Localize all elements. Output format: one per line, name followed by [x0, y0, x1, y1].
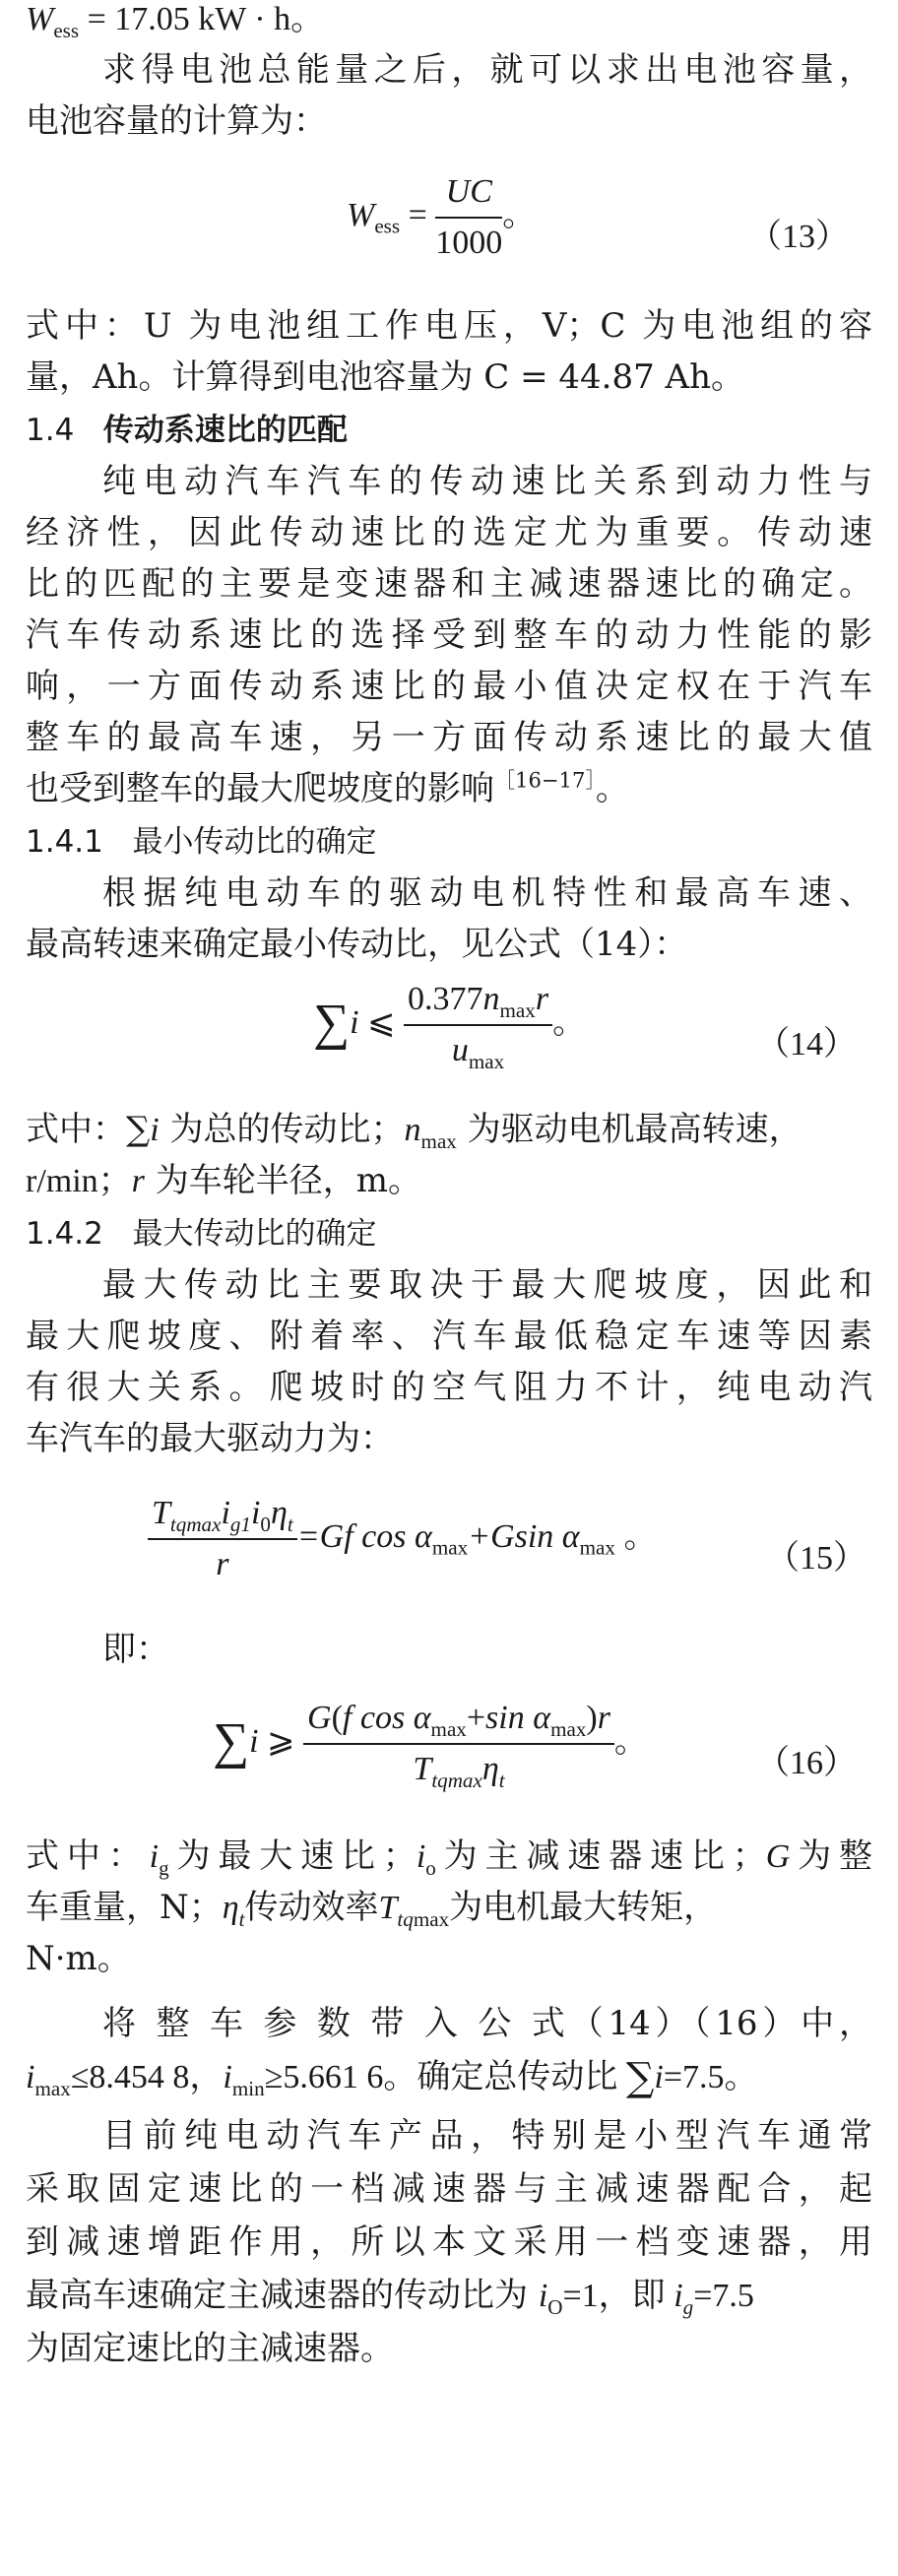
paragraph-line: 量，Ah。计算得到电池容量为 C = 44.87 Ah。	[26, 357, 744, 397]
a2-sub: max	[550, 1716, 587, 1741]
eq14-fraction	[404, 975, 552, 1075]
G: G	[765, 1838, 791, 1875]
eq16-denominator	[303, 1745, 614, 1794]
paragraph-line	[26, 1832, 872, 1882]
paragraph-line: 到减速增距作用，所以本文采用一档变速器，用	[26, 2222, 872, 2262]
eq15-rhs1: =Gf cos α	[296, 1517, 432, 1555]
eta: η	[222, 1890, 239, 1926]
paragraph-line: 根据纯电动车的驱动电机特性和最高车速、	[102, 873, 872, 913]
paragraph-line	[26, 1156, 421, 1206]
t: 传动效率	[244, 1888, 379, 1927]
a1-sub: max	[430, 1716, 467, 1741]
n: n	[482, 981, 500, 1017]
paragraph-line: 整车的最高车速，另一方面传动系速比的最大值	[26, 718, 872, 757]
a1-sub: max	[431, 1535, 469, 1560]
heading-title: 最大传动比的确定	[132, 1216, 377, 1252]
eq16-relation: ⩾	[267, 1722, 295, 1760]
eq13-fraction	[435, 167, 502, 268]
paragraph-line: 最大传动比主要取决于最大爬坡度，因此和	[102, 1265, 872, 1305]
eq14-i: i	[350, 1003, 359, 1041]
ig-sub: g1	[229, 1512, 251, 1536]
eta: η	[481, 1751, 499, 1787]
equation-14	[313, 975, 586, 1075]
t: 为电机最大转矩，	[449, 1888, 718, 1927]
paragraph-line: 有很大关系。爬坡时的空气阻力不计，纯电动汽	[26, 1368, 872, 1407]
eq14-relation: ⩽	[367, 1003, 396, 1041]
equation-number-13: （13）	[748, 219, 849, 255]
t: 为最大速比；	[168, 1836, 417, 1876]
u: u	[451, 1032, 469, 1068]
eq15-end: 。	[623, 1517, 658, 1555]
sub: g	[682, 2294, 694, 2319]
T: T	[152, 1495, 170, 1531]
f: f	[342, 1700, 353, 1736]
eq13-end: 。	[502, 196, 537, 233]
a2-sub: max	[579, 1535, 615, 1560]
u-sub: max	[468, 1049, 505, 1073]
equation-number-14: （14）	[756, 1026, 857, 1063]
paragraph-line: 比的匹配的主要是变速器和主减速器速比的确定。	[26, 564, 872, 604]
t: 式中：	[26, 1836, 150, 1876]
eq16-fraction	[303, 1694, 614, 1794]
t: ≤8.454 8，	[70, 2059, 224, 2095]
paragraph-line: 式中：U 为电池组工作电压，V；C 为电池组的容	[26, 306, 872, 346]
i: i	[223, 2059, 232, 2095]
paragraph-line: 汽车传动系速比的选择受到整车的动力性能的影	[26, 615, 872, 655]
t: 车重量，N；	[26, 1888, 223, 1927]
sub: O	[547, 2294, 563, 2319]
eq13-numerator: UC	[435, 167, 502, 219]
G: G	[307, 1700, 332, 1736]
heading-number: 1.4.1	[26, 824, 103, 860]
paragraph-line: 车汽车的最大驱动力为：	[26, 1419, 394, 1458]
paragraph-line: 电池容量的计算为：	[26, 101, 327, 141]
eq15-plus: +G	[468, 1517, 515, 1555]
sub: max	[413, 1906, 450, 1931]
section-heading-1-4-2	[26, 1209, 376, 1258]
paragraph-line: 将 整 车 参 数 带 入 公 式（14）（16）中，	[102, 2004, 872, 2043]
section-heading-1-4-1	[26, 817, 376, 867]
i: i	[150, 1112, 160, 1148]
i0-sub: 0	[260, 1512, 271, 1536]
coef: 0.377	[408, 981, 483, 1017]
heading-number: 1.4	[26, 413, 75, 448]
text-line-wess	[26, 0, 324, 44]
paragraph-line	[26, 2271, 754, 2321]
eq16-numerator	[303, 1694, 614, 1745]
lp: (	[331, 1700, 343, 1736]
sum-symbol: ∑	[213, 1712, 250, 1770]
rp: )	[586, 1700, 598, 1736]
paragraph-line: 最高转速来确定最小传动比，见公式（14）：	[26, 925, 688, 964]
t: r/min；	[26, 1163, 132, 1199]
sum: ∑	[625, 2055, 655, 2100]
n: n	[404, 1112, 421, 1148]
paragraph-end: 。	[595, 769, 629, 808]
eq16-i: i	[249, 1722, 259, 1760]
t: 为驱动电机最高转速，	[456, 1110, 802, 1149]
T-sub: tqmax	[169, 1512, 222, 1536]
eq13-denominator: 1000	[435, 225, 503, 261]
eq15-fraction	[148, 1489, 297, 1589]
paragraph-line: 纯电动汽车汽车的传动速比关系到动力性与	[102, 462, 872, 501]
eq13-lhs: W	[347, 196, 375, 233]
eq15-numerator	[148, 1489, 297, 1540]
t: 为整	[790, 1836, 873, 1876]
heading-number: 1.4.2	[26, 1216, 103, 1252]
equation-number-15: （15）	[766, 1540, 866, 1577]
paragraph-line: N·m。	[26, 1939, 131, 1978]
i: i	[416, 1838, 426, 1875]
eq14-end: 。	[552, 1003, 587, 1041]
paragraph-line: 采取固定速比的一档减速器与主减速器配合，起	[26, 2169, 872, 2209]
paragraph-line: 为固定速比的主减速器。	[26, 2329, 394, 2368]
sub: min	[231, 2076, 265, 2100]
ig: i	[221, 1495, 230, 1531]
equation-16	[213, 1694, 648, 1794]
equation-13	[347, 167, 536, 268]
paragraph-line: 经济性，因此传动速比的选定尤为重要。传动速	[26, 513, 872, 552]
section-heading-1-4	[26, 406, 348, 455]
T: T	[378, 1890, 398, 1926]
t: 为主减速器速比；	[435, 1836, 766, 1876]
r: r	[131, 1163, 145, 1199]
eq14-denominator	[404, 1026, 552, 1075]
i0: i	[250, 1495, 261, 1531]
n-sub: max	[420, 1128, 457, 1153]
i: i	[26, 2059, 35, 2095]
w-value: = 17.05 kW · h。	[79, 1, 325, 37]
t: =1，即	[562, 2278, 674, 2314]
paragraph-line	[26, 1883, 717, 1933]
i: i	[674, 2278, 683, 2314]
eq15-denominator: r	[216, 1546, 229, 1582]
paragraph-line: 最大爬坡度、附着率、汽车最低稳定车速等因素	[26, 1317, 872, 1356]
t: 最高车速确定主减速器的传动比为	[26, 2276, 539, 2315]
eq13-lhs-sub: ess	[374, 214, 401, 238]
plus: +	[466, 1700, 486, 1736]
i: i	[654, 2059, 664, 2095]
n-sub: max	[499, 998, 536, 1022]
paragraph-line: 求得电池总能量之后，就可以求出电池容量，	[102, 50, 872, 90]
paragraph-line: 响，一方面传动系速比的最小值决定权在于汽车	[26, 667, 872, 706]
eq16-end: 。	[613, 1722, 648, 1760]
w-symbol: W	[26, 1, 54, 37]
eq14-numerator	[404, 975, 552, 1026]
paragraph-line: 即：	[102, 1630, 169, 1669]
heading-title: 传动系速比的匹配	[102, 413, 348, 448]
equation-15	[148, 1489, 657, 1589]
T-sub: tqmax	[431, 1768, 482, 1792]
eta: η	[270, 1495, 288, 1531]
sub: tq	[397, 1906, 414, 1931]
sub: max	[34, 2076, 71, 2100]
heading-title: 最小传动比的确定	[132, 824, 377, 860]
citation: ［16−17］	[494, 767, 596, 793]
eta-sub: t	[498, 1768, 505, 1792]
r: r	[597, 1700, 610, 1736]
equation-number-16: （16）	[756, 1745, 857, 1781]
paragraph-line	[26, 2052, 758, 2102]
cos: cos α	[359, 1700, 431, 1736]
i: i	[538, 2278, 548, 2314]
eta-sub: t	[287, 1512, 293, 1536]
t: 式中：∑	[26, 1110, 151, 1149]
t: 为车轮半径，m。	[144, 1161, 421, 1200]
sum-symbol: ∑	[313, 994, 351, 1051]
t: =7.5。	[663, 2059, 758, 2095]
eq13-equals: =	[408, 196, 427, 233]
i: i	[149, 1838, 160, 1875]
t: =7.5	[693, 2278, 754, 2314]
paragraph-line-with-citation	[26, 764, 629, 813]
t: 为总的传动比；	[159, 1110, 405, 1149]
paragraph-line: 目前纯电动汽车产品，特别是小型汽车通常	[102, 2116, 872, 2156]
paragraph-line	[26, 1105, 802, 1155]
eq15-sin: sin α	[514, 1517, 580, 1555]
w-sub: ess	[53, 18, 80, 42]
sub: o	[425, 1855, 436, 1880]
sub: t	[238, 1906, 245, 1931]
sub: g	[159, 1855, 169, 1880]
paragraph-text: 也受到整车的最大爬坡度的影响	[26, 769, 494, 808]
sin: sin α	[485, 1700, 551, 1736]
r: r	[535, 981, 549, 1017]
t: ≥5.661 6。确定总传动比	[264, 2059, 626, 2095]
T: T	[413, 1751, 432, 1787]
